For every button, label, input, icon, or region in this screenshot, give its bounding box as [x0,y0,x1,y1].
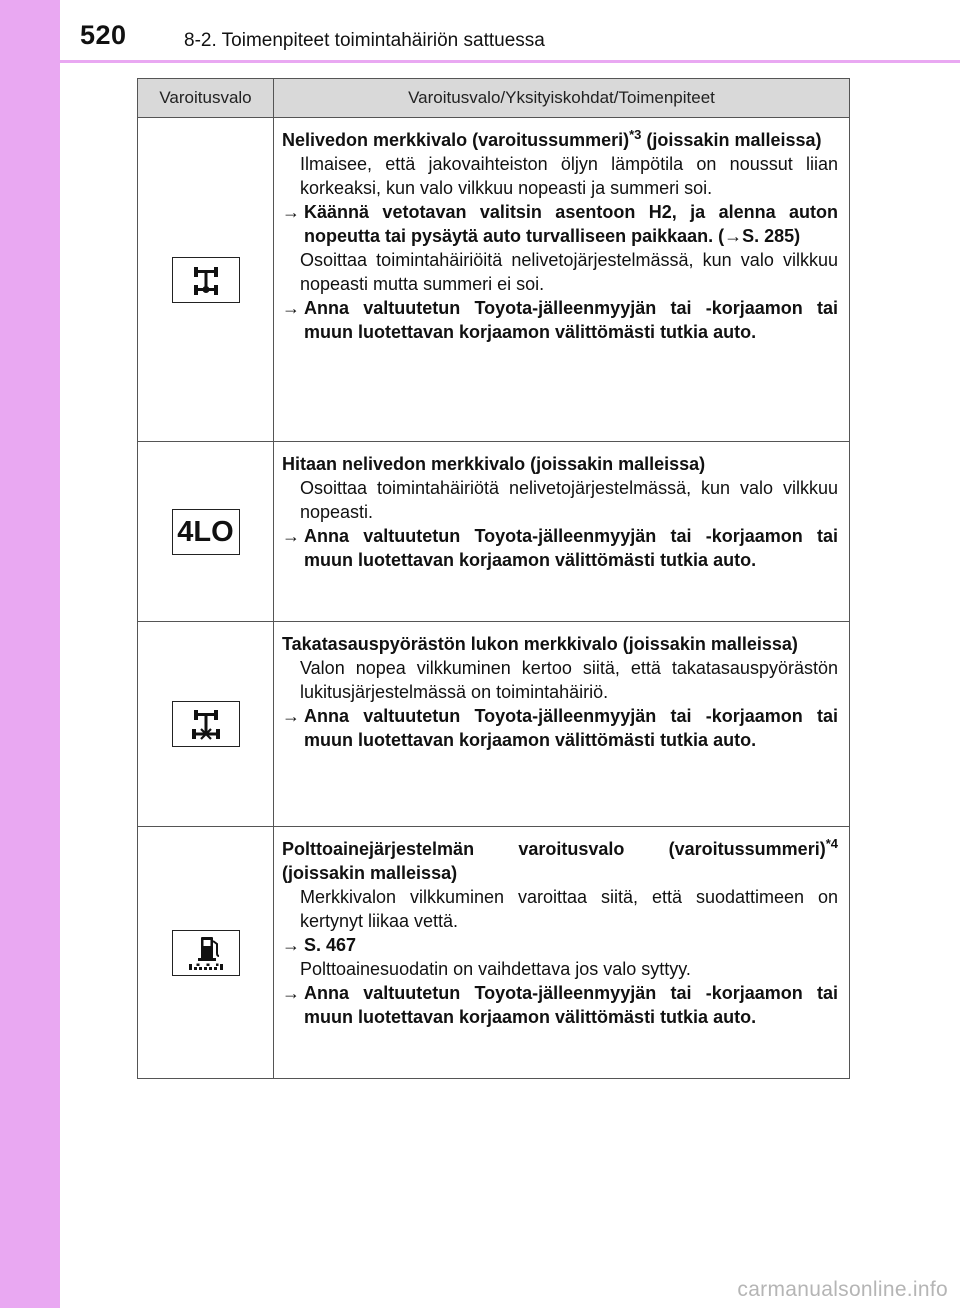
four-lo-indicator-icon: 4LO [172,509,240,555]
warning-title: Takatasauspyörästön lukon merkkivalo (joissakin malleissa) [282,634,798,654]
action-item: → S. 467 [282,935,357,955]
arrow-right-icon: → [282,202,300,222]
icon-cell [138,622,274,827]
table-row [138,827,850,1079]
watermark: carmanualsonline.info [737,1278,948,1301]
page-number: 520 [80,20,127,50]
warning-description: Polttoainesuodatin on vaihdettava jos valo syttyy. [300,959,691,979]
section-title: 8-2. Toimenpiteet toimintahäiriön sattuessa [184,30,545,51]
details-cell [274,118,850,442]
warning-description: Osoittaa toimintahäiriötä nelivetojärjestelmässä, kun valo vilkkuu nopeasti. [300,478,838,522]
table-row [138,442,850,622]
warning-description: Valon nopea vilkkuminen kertoo siitä, että takatasauspyörästön lukitusjärjestelmässä on toimintahäiriö. [300,658,838,702]
fuel-filter-water-icon [172,930,240,976]
side-color-strip [0,0,60,1308]
table-row [138,622,850,827]
column-header-icon: Varoitusvalo [138,79,274,118]
details-cell [274,442,850,622]
warning-title: Polttoainejärjestelmän varoitusvalo (varoitussummeri)$^{*4}$ (joissakin malleissa) [282,836,838,883]
table-row [138,118,850,442]
action-item: → Anna valtuutetun Toyota-jälleenmyyjän tai -korjaamon tai muun luotettavan korjaamon välittömästi tutkia auto. [282,983,838,1027]
icon-cell [138,827,274,1079]
action-item: → Anna valtuutetun Toyota-jälleenmyyjän tai -korjaamon tai muun luotettavan korjaamon välittömästi tutkia auto. [282,526,838,570]
action-item: → Anna valtuutetun Toyota-jälleenmyyjän tai -korjaamon tai muun luotettavan korjaamon välittömästi tutkia auto. [282,706,838,750]
warning-title: Hitaan nelivedon merkkivalo (joissakin malleissa) [282,454,706,474]
arrow-right-icon: → [724,226,743,246]
warning-title: Nelivedon merkkivalo (varoitussummeri)$^{*3}$ (joissakin malleissa) [282,127,822,150]
warning-description: Osoittaa toimintahäiriöitä nelivetojärjestelmässä, kun valo vilkkuu nopeasti mutta summeri ei soi. [300,250,838,294]
details-cell [274,827,850,1079]
four-wheel-drive-indicator-icon [172,257,240,303]
action-item: → Anna valtuutetun Toyota-jälleenmyyjän tai -korjaamon tai muun luotettavan korjaamon välittömästi tutkia auto. [282,298,838,342]
arrow-right-icon: → [282,935,300,955]
warning-light-table [137,78,850,1079]
warning-description: Ilmaisee, että jakovaihteiston öljyn lämpötila on noussut liian korkeaksi, kun valo vilkkuu nopeasti ja summeri soi. [300,154,838,198]
arrow-right-icon: → [282,983,300,1003]
arrow-right-icon: → [282,298,300,318]
action-item: → Käännä vetotavan valitsin asentoon H2, ja alenna auton nopeutta tai pysäytä auto turvalliseen paikkaan. (→S. 285) [282,202,838,246]
rear-differential-lock-icon [172,701,240,747]
icon-cell [138,118,274,442]
warning-description: Merkkivalon vilkkuminen varoittaa siitä, että suodattimeen on kertynyt liikaa vettä. [300,887,838,931]
details-cell [274,622,850,827]
column-header-details: Varoitusvalo/Yksityiskohdat/Toimenpiteet [274,79,850,118]
icon-cell [138,442,274,622]
arrow-right-icon: → [282,706,300,726]
table-header-row [138,79,850,118]
arrow-right-icon: → [282,526,300,546]
header-divider [60,60,960,63]
